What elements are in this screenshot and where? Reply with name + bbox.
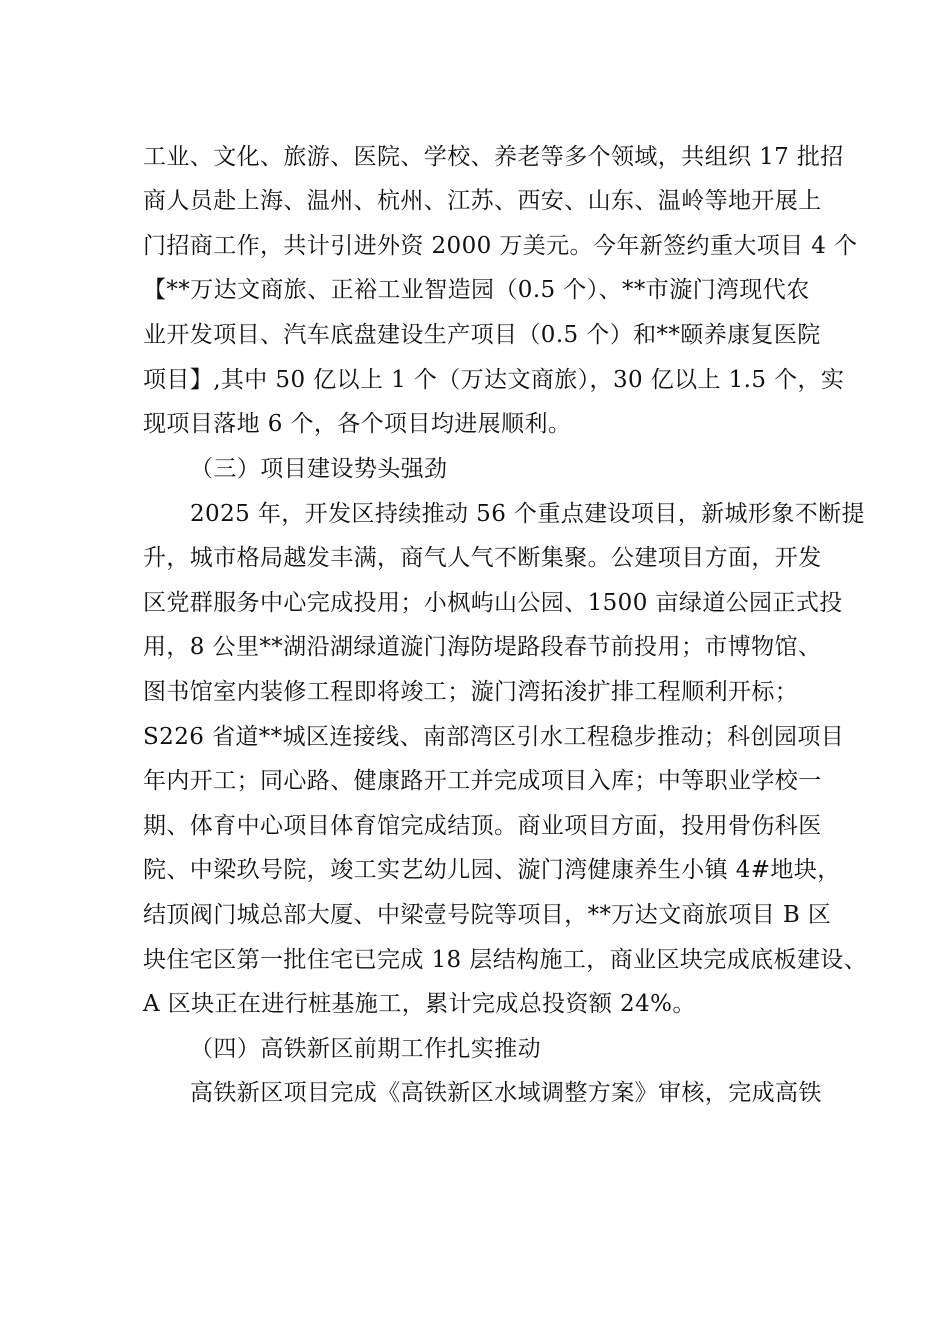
paragraph-line: 高铁新区项目完成《高铁新区水域调整方案》审核，完成高铁 [190,1080,822,1106]
paragraph-line: 2025 年，开发区持续推动 56 个重点建设项目，新城形象不断提 [190,501,865,527]
paragraph-line: 块住宅区第一批住宅已完成 18 层结构施工，商业区块完成底板建设、 [143,947,868,973]
paragraph-line: 结顶阀门城总部大厦、中梁壹号院等项目，**万达文商旅项目 B 区 [143,902,832,928]
paragraph-line: 图书馆室内装修工程即将竣工；漩门湾拓浚扩排工程顺利开标； [143,679,799,705]
paragraph-line: 商人员赴上海、温州、杭州、江苏、西安、山东、温岭等地开展上 [143,188,822,214]
paragraph-line: 用，8 公里**湖沿湖绿道漩门海防堤路段春节前投用；市博物馆、 [143,634,822,660]
paragraph-line: 项目】,其中 50 亿以上 1 个（万达文商旅），30 亿以上 1.5 个，实 [143,367,845,393]
paragraph-line: 升，城市格局越发丰满，商气人气不断集聚。公建项目方面，开发 [143,545,822,571]
paragraph-line: S226 省道**城区连接线、南部湾区引水工程稳步推动；科创园项目 [143,724,845,750]
paragraph-line: 院、中梁玖号院，竣工实艺幼儿园、漩门湾健康养生小镇 4#地块， [143,857,841,883]
section-heading: （三）项目建设势头强劲 [190,456,448,482]
paragraph-line: 业开发项目、汽车底盘建设生产项目（0.5 个）和**颐养康复医院 [143,322,821,348]
section-heading: （四）高铁新区前期工作扎实推动 [190,1036,541,1062]
paragraph-line: 门招商工作，共计引进外资 2000 万美元。今年新签约重大项目 4 个 [143,233,858,259]
paragraph-line: A 区块正在进行桩基施工，累计完成总投资额 24%。 [143,991,696,1017]
paragraph-line: 期、体育中心项目体育馆完成结顶。商业项目方面，投用骨伤科医 [143,813,822,839]
paragraph-line: 【**万达文商旅、正裕工业智造园（0.5 个）、**市漩门湾现代农 [143,277,810,303]
paragraph-line: 区党群服务中心完成投用；小枫屿山公园、1500 亩绿道公园正式投 [143,590,843,616]
paragraph-line: 年内开工；同心路、健康路开工并完成项目入库；中等职业学校一 [143,768,822,794]
paragraph-line: 现项目落地 6 个，各个项目均进展顺利。 [143,411,572,437]
paragraph-line: 工业、文化、旅游、医院、学校、养老等多个领域，共组织 17 批招 [143,144,844,170]
